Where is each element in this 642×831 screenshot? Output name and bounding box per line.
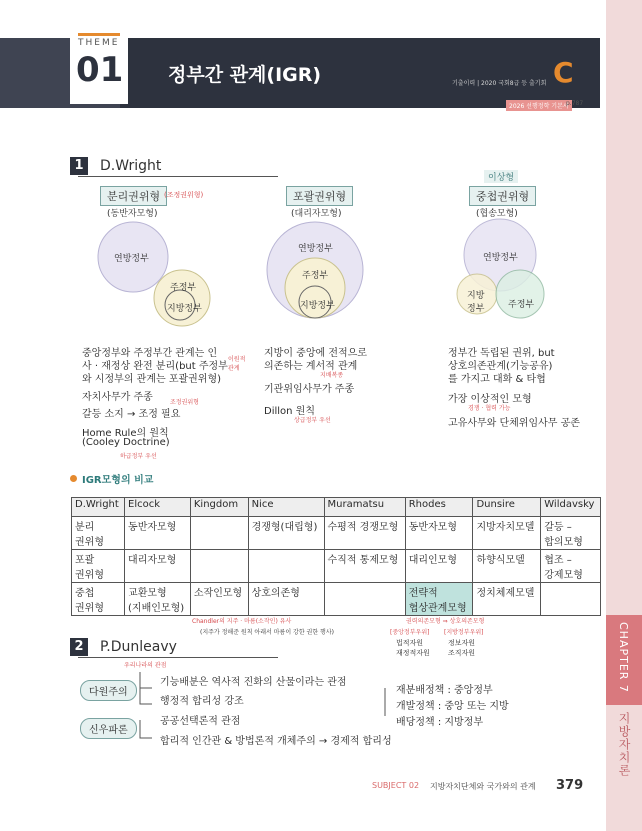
dual-relation-note: 이원적 관계 [228, 356, 246, 372]
pluralism-label: 다원주의 [80, 680, 137, 701]
theme-number: 01 [76, 50, 124, 90]
circle-label: 지방정부 [167, 304, 202, 314]
table-cell: 하향식모델 [473, 550, 541, 583]
section-underline [78, 176, 278, 177]
exam-history: 기출이력 | 2020 국회8급 등 출기회 [452, 80, 547, 87]
circle-label: 연방정부 [298, 244, 333, 254]
page-number: 379 [556, 778, 584, 793]
ideal-tag: 이상형 [484, 170, 518, 183]
table-header: Elcock [125, 498, 191, 517]
desc-line: 중앙정부와 주정부간 관계는 인 [82, 348, 218, 359]
table-cell: 소작인모형 [190, 583, 248, 616]
table-row [72, 583, 601, 616]
circle-state [496, 270, 544, 318]
rhodes-central: [중앙정부우위] [390, 629, 430, 636]
policy-line: 배당정책 : 지방정부 [396, 717, 484, 728]
section-title: P.Dunleavy [100, 639, 177, 655]
policy-line: 재분배정책 : 중앙정부 [396, 685, 493, 696]
table-cell: 대리자모형 [125, 550, 191, 583]
table-cell: 경쟁형(대립형) [248, 517, 324, 550]
circle-label: 주정부 [302, 271, 329, 281]
korea-perspective-note: 우리나라의 관점 [124, 662, 167, 669]
table-cell: 수평적 경쟁모형 [324, 517, 405, 550]
desc-line: 사 · 재정상 완전 분리(but 주정부 [82, 361, 228, 372]
table-header: Wildavsky [541, 498, 601, 517]
section-number: 2 [70, 638, 88, 656]
page-title: 정부간 관계(IGR) [168, 64, 322, 86]
table-cell: 정치체제모델 [473, 583, 541, 616]
table-cell: 대리인모형 [405, 550, 473, 583]
table-header: Muramatsu [324, 498, 405, 517]
model-sub: (대리자모형) [291, 209, 342, 219]
table-cell [248, 550, 324, 583]
chapter-label: CHAPTER 7 [617, 622, 630, 693]
circle-label: 연방정부 [483, 253, 518, 263]
section-underline [78, 657, 278, 658]
table-cell [541, 583, 601, 616]
table-cell [190, 517, 248, 550]
table-cell [190, 550, 248, 583]
footer-subject: SUBJECT 02 [372, 781, 420, 790]
table-row [72, 517, 601, 550]
resource-legal: 법적자원 [396, 639, 424, 647]
table-header-row [72, 498, 601, 517]
model-label: 중첩권위형 [469, 186, 536, 206]
dunleavy-line: 기능배분은 역사적 진화의 산물이라는 관점 [160, 677, 347, 688]
compete-note: 경쟁 · 협력 가능 [468, 405, 511, 412]
circle-label: 지방정부 [300, 301, 335, 311]
desc-line: Dillon 원칙 [264, 406, 315, 417]
desc-line: 와 시정부의 관계는 포괄권위형) [82, 374, 222, 385]
igr-table [71, 497, 601, 616]
table-cell: 동반자모형 [125, 517, 191, 550]
model-label: 포괄권위형 [286, 186, 353, 206]
footer-text: 지방자치단체와 국가와의 관계 [430, 782, 536, 791]
section-number: 1 [70, 157, 88, 175]
resource-org: 조직자원 [448, 649, 476, 657]
table-cell: 포괄 권위형 [72, 550, 125, 583]
table-cell: 교환모형 (지배인모형) [125, 583, 191, 616]
table-cell: 수직적 통제모형 [324, 550, 405, 583]
chapter-topic: 지방자치론 [617, 712, 631, 777]
dunleavy-line: 합리적 인간관 & 방법론적 개체주의 → 경제적 합리성 [160, 736, 392, 747]
theme-label: THEME [78, 38, 120, 48]
coord-note: 조정권위형 [170, 399, 199, 406]
lower-gov-note: 하급정부 우선 [120, 453, 157, 460]
table-cell: 갈등 – 합의모형 [541, 517, 601, 550]
reference-page: p.787 [566, 100, 584, 107]
igr-heading: IGR모형의 비교 [82, 475, 154, 486]
rhodes-note: 권력의존모형 ⇒ 상호의존모형 [406, 618, 485, 625]
desc-line: Home Rule의 원칙 [82, 428, 169, 439]
chandler-detail: (지주가 정해준 원칙 아래서 마름이 강한 권한 행사) [200, 629, 334, 636]
circle-label: 주정부 [508, 300, 535, 310]
table-cell: 협조 – 강제모형 [541, 550, 601, 583]
desc-line: 의존하는 계서적 관계 [264, 361, 358, 372]
desc-line: 갈등 소지 → 조정 필요 [82, 409, 181, 420]
desc-line: (Cooley Doctrine) [82, 437, 170, 448]
table-cell: 동반자모형 [405, 517, 473, 550]
desc-line: 자치사무가 주종 [82, 392, 153, 403]
grade-badge: C [553, 56, 574, 89]
model-sub: (동반자모형) [107, 209, 158, 219]
table-row [72, 550, 601, 583]
policy-line: 개발정책 : 중앙 또는 지방 [396, 701, 509, 712]
resource-info: 정보자원 [448, 639, 476, 647]
desc-line: 기관위임사무가 주종 [264, 384, 355, 395]
table-cell: 분리 권위형 [72, 517, 125, 550]
model-sub: (협송모형) [476, 209, 518, 219]
upper-gov-note: 상급정부 우선 [294, 417, 331, 424]
table-cell: 상호의존형 [248, 583, 324, 616]
chandler-note: Chandler의 지주 · 마름(소작인) 유사 [192, 618, 292, 625]
resource-finance: 재정적자원 [396, 649, 430, 657]
table-cell: 지방자치모델 [473, 517, 541, 550]
desc-line: 를 가지고 대화 & 타협 [448, 374, 546, 385]
table-cell: 전략적 협상관계모형 [405, 583, 473, 616]
desc-line: 상호의존관계(기능공유) [448, 361, 553, 372]
table-cell: 중첩 권위형 [72, 583, 125, 616]
sidebar [606, 0, 642, 831]
table-header: Rhodes [405, 498, 473, 517]
table-header: Nice [248, 498, 324, 517]
table-header: D.Wright [72, 498, 125, 517]
circle-label: 주정부 [170, 283, 197, 293]
table-header: Dunsire [473, 498, 541, 517]
table-cell [324, 583, 405, 616]
model-label: 분리권위형 [100, 186, 167, 206]
circle-label: 지방 정부 [467, 291, 485, 314]
dunleavy-line: 행정적 합리성 강조 [160, 696, 244, 707]
bullet-icon [70, 475, 77, 482]
desc-line: 지방이 중앙에 전적으로 [264, 348, 367, 359]
reference-tag: 2026 선행정학 기본서 [506, 100, 572, 111]
desc-line: 정부간 독립된 권위, but [448, 348, 555, 359]
table-header: Kingdom [190, 498, 248, 517]
hierarchy-note: 지배복종 [320, 372, 344, 379]
model-note: (조정권위형) [164, 191, 204, 199]
desc-line: 가장 이상적인 모형 [448, 394, 532, 405]
dunleavy-line: 공공선택론적 관점 [160, 716, 241, 727]
theme-accent-line [78, 33, 120, 36]
authority-diagrams [80, 210, 600, 345]
section-title: D.Wright [100, 158, 162, 174]
circle-label: 연방정부 [114, 254, 149, 264]
desc-line: 고유사무와 단체위임사무 공존 [448, 418, 580, 429]
rhodes-local: [지방정부우위] [444, 629, 484, 636]
new-right-label: 신우파론 [80, 718, 137, 739]
